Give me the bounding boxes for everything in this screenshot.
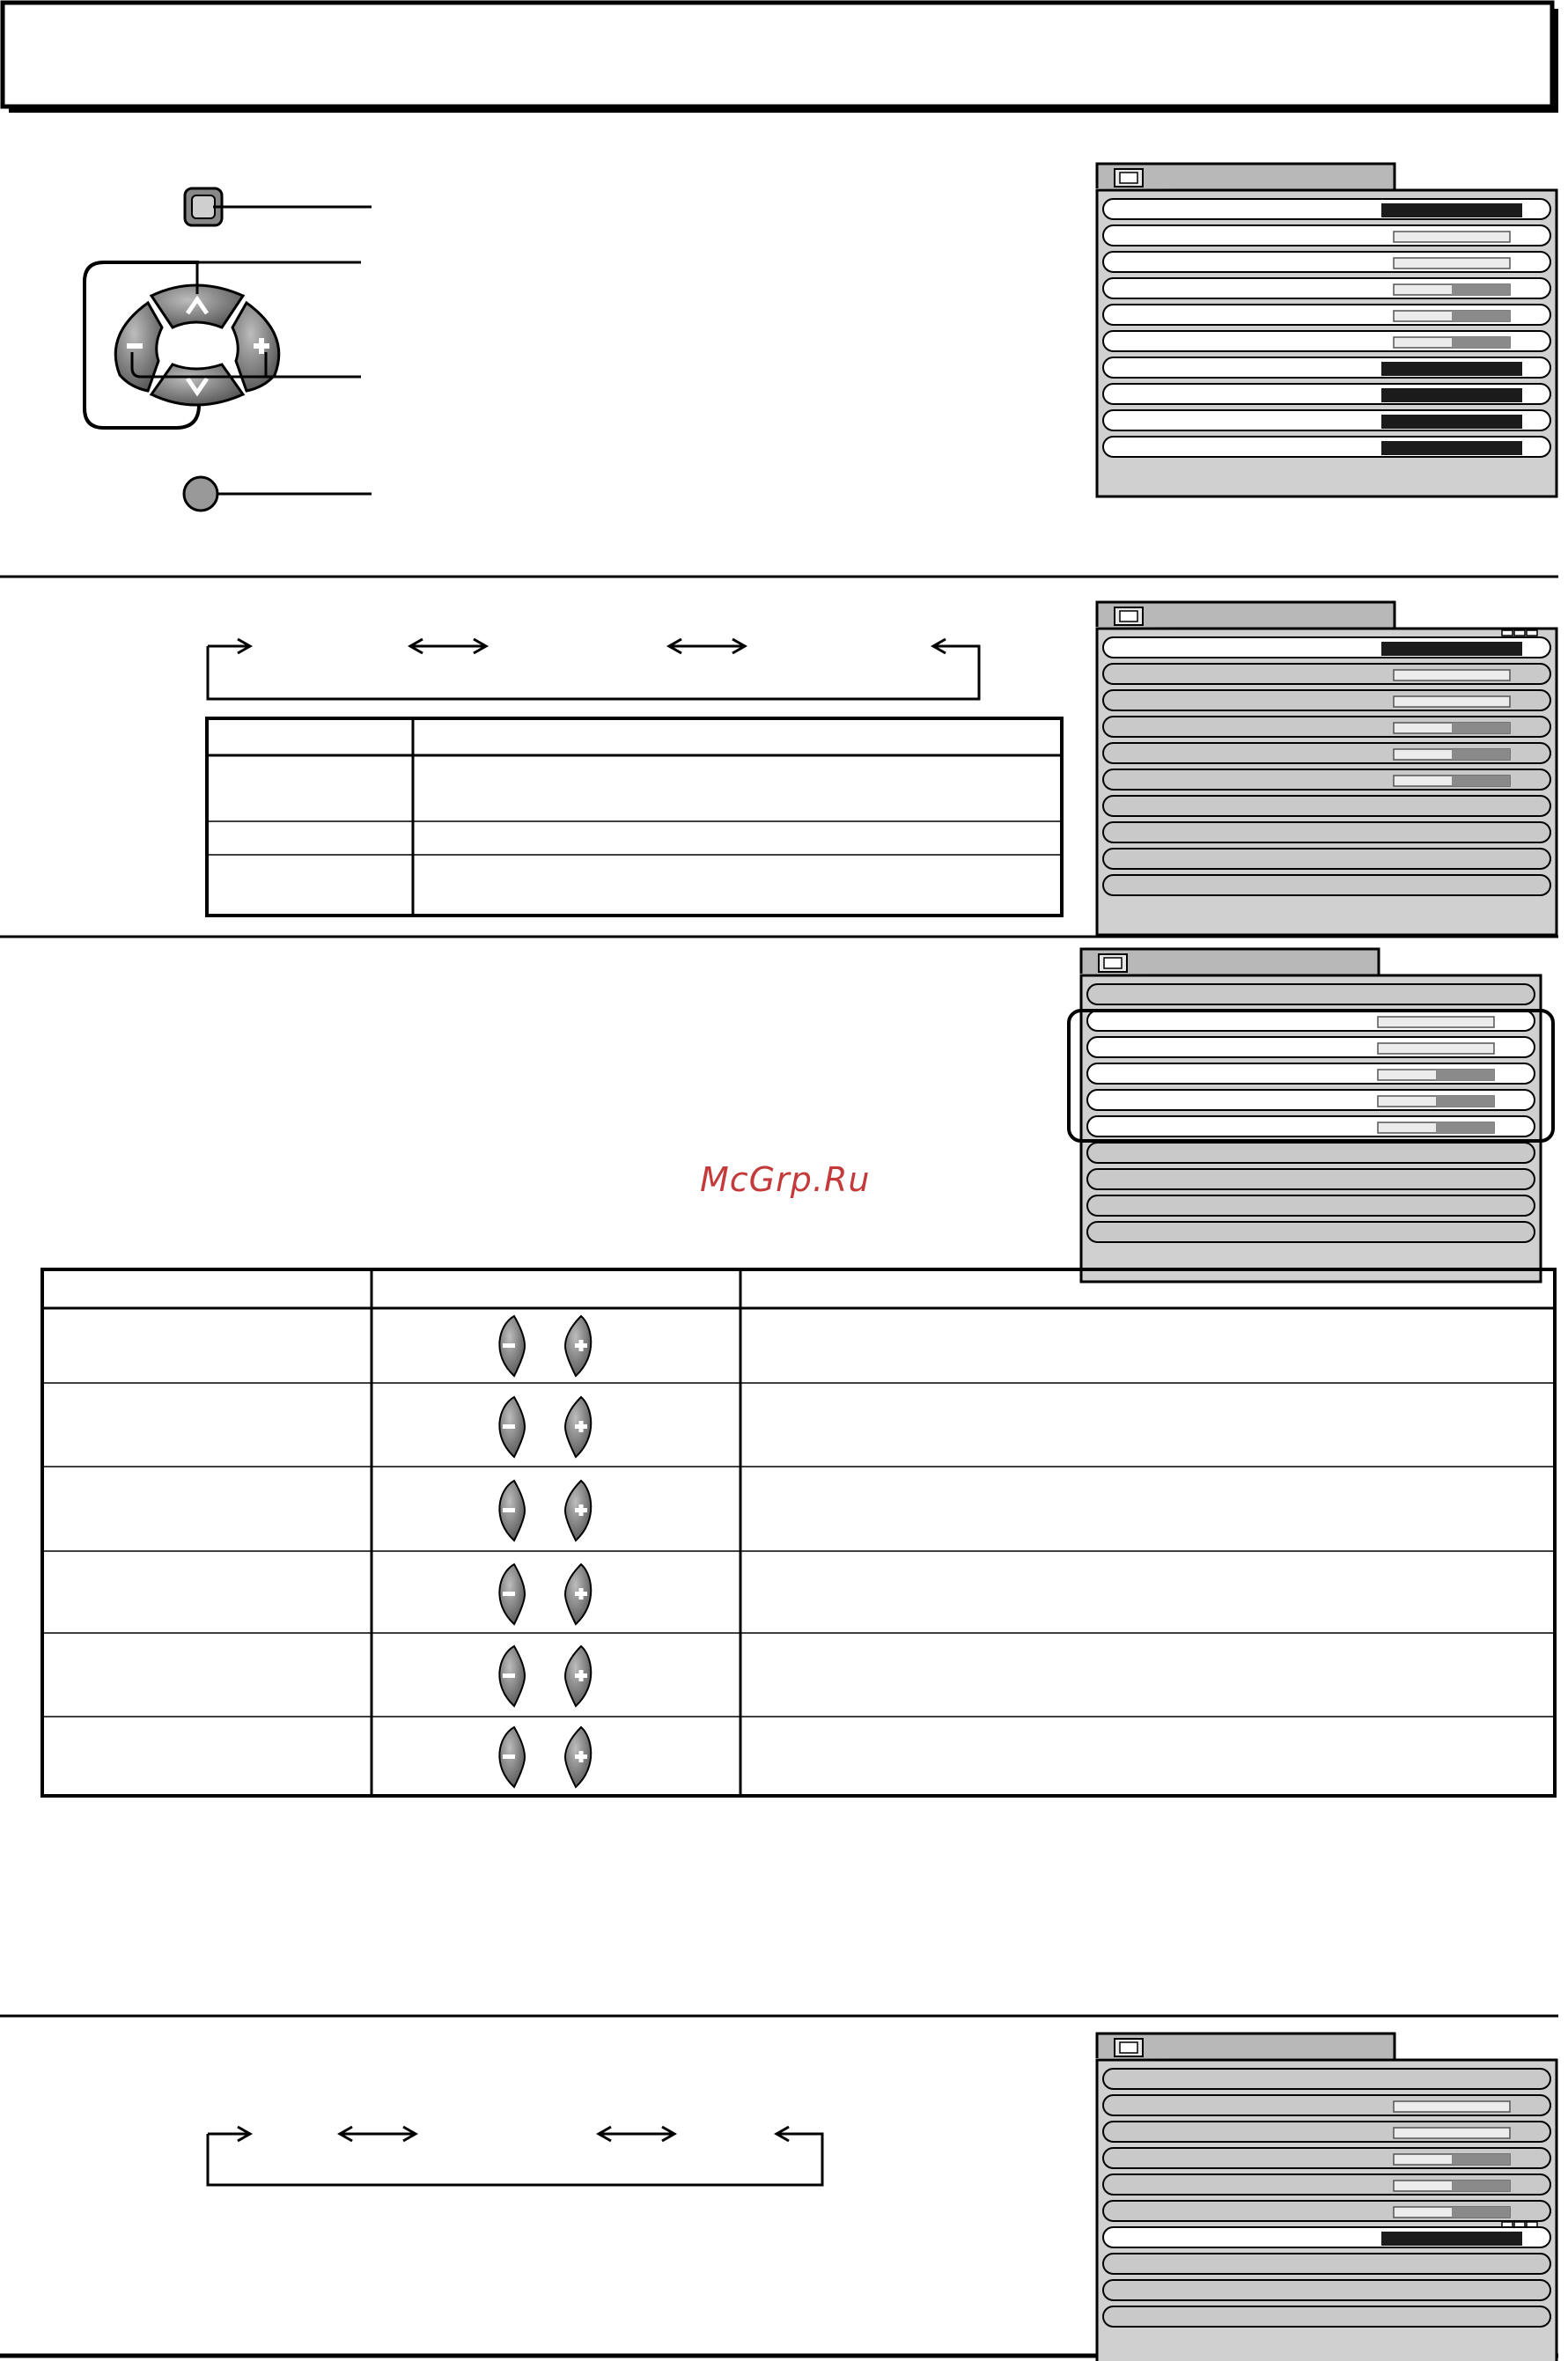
remote-diagram: [85, 188, 372, 511]
cycle-arrows-top: [208, 639, 979, 699]
adjust-table-lines: [42, 1269, 1555, 1796]
watermark: McGrp.Ru: [700, 1160, 871, 1199]
cycle-arrows-bottom: [208, 2127, 822, 2185]
mode-table: [207, 718, 1062, 916]
